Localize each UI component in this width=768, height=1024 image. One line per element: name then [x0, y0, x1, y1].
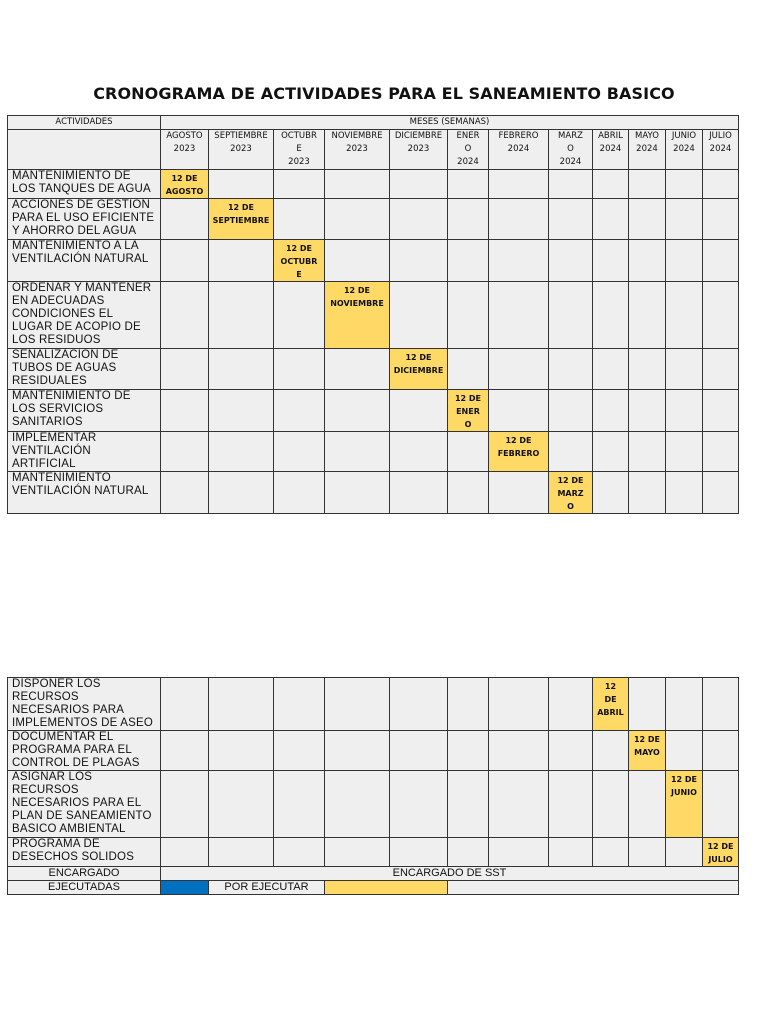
empty-cell: [703, 731, 739, 771]
empty-cell: [161, 240, 209, 282]
empty-cell: [593, 349, 629, 390]
empty-cell: [629, 282, 666, 349]
empty-cell: [161, 678, 209, 731]
month-header: AGOSTO 2023: [161, 130, 209, 170]
months-header: MESES (SEMANAS): [161, 116, 739, 130]
empty-cell: [390, 678, 448, 731]
empty-cell: [666, 349, 703, 390]
empty-cell: [325, 678, 390, 731]
empty-cell: [703, 472, 739, 514]
activity-row: [8, 472, 739, 514]
empty-cell: [549, 838, 593, 867]
empty-cell: [666, 240, 703, 282]
scheduled-date-cell: 12 DE MAYO: [629, 731, 666, 771]
empty-cell: [448, 838, 489, 867]
activities-header: ACTIVIDADES: [8, 116, 161, 130]
empty-cell: [666, 432, 703, 472]
empty-cell: [593, 432, 629, 472]
empty-cell: [274, 678, 325, 731]
empty-cell: [161, 432, 209, 472]
empty-cell: [325, 240, 390, 282]
month-header: JUNIO 2024: [666, 130, 703, 170]
activity-row: [8, 432, 739, 472]
empty-cell: [209, 170, 274, 199]
empty-cell: [390, 199, 448, 240]
empty-cell: [325, 731, 390, 771]
empty-cell: [448, 472, 489, 514]
empty-cell: [629, 432, 666, 472]
empty-cell: [274, 170, 325, 199]
empty-cell: [325, 432, 390, 472]
empty-cell: [161, 838, 209, 867]
empty-cell: [629, 838, 666, 867]
empty-cell: [274, 349, 325, 390]
legend-empty: [448, 881, 739, 895]
empty-cell: [549, 240, 593, 282]
scheduled-date-cell: 12 DE ABRIL: [593, 678, 629, 731]
activity-name: IMPLEMENTAR VENTILACIÓN ARTIFICIAL: [8, 432, 161, 472]
activity-name: ACCIONES DE GESTION PARA EL USO EFICIENTE Y AHORRO DEL AGUA: [8, 199, 161, 240]
por-ejecutar-label: POR EJECUTAR: [209, 881, 325, 895]
empty-cell: [209, 390, 274, 432]
scheduled-date-cell: 12 DE JUNIO: [666, 771, 703, 838]
month-header: MAYO 2024: [629, 130, 666, 170]
empty-cell: [549, 170, 593, 199]
empty-cell: [593, 731, 629, 771]
empty-cell: [703, 240, 739, 282]
activity-name: DISPONER LOS RECURSOS NECESARIOS PARA IMPLEMENTOS DE ASEO: [8, 678, 161, 731]
activity-row: [8, 170, 739, 199]
empty-cell: [209, 678, 274, 731]
month-header: OCTUBR E 2023: [274, 130, 325, 170]
activity-name: MANTENIMIENTO DE LOS TANQUES DE AGUA: [8, 170, 161, 199]
empty-cell: [274, 282, 325, 349]
empty-cell: [549, 771, 593, 838]
empty-cell: [666, 678, 703, 731]
empty-cell: [703, 282, 739, 349]
activity-row: [8, 838, 739, 867]
empty-cell: [549, 678, 593, 731]
empty-cell: [274, 390, 325, 432]
empty-cell: [390, 390, 448, 432]
empty-cell: [666, 731, 703, 771]
scheduled-date-cell: 12 DE SEPTIEMBRE: [209, 199, 274, 240]
month-header: ENER O 2024: [448, 130, 489, 170]
empty-cell: [489, 838, 549, 867]
activity-name: MANTENIMIENTO A LA VENTILACIÓN NATURAL: [8, 240, 161, 282]
empty-cell: [703, 432, 739, 472]
empty-cell: [448, 771, 489, 838]
empty-cell: [209, 472, 274, 514]
empty-cell: [325, 349, 390, 390]
schedule-table-top: [7, 115, 739, 514]
empty-cell: [489, 282, 549, 349]
empty-cell: [209, 240, 274, 282]
empty-cell: [703, 678, 739, 731]
scheduled-date-cell: 12 DE MARZ O: [549, 472, 593, 514]
empty-cell: [489, 472, 549, 514]
empty-cell: [390, 240, 448, 282]
month-header: SEPTIEMBRE 2023: [209, 130, 274, 170]
month-header: DICIEMBRE 2023: [390, 130, 448, 170]
empty-cell: [274, 432, 325, 472]
empty-cell: [325, 838, 390, 867]
empty-cell: [549, 199, 593, 240]
empty-cell: [666, 838, 703, 867]
empty-cell: [666, 472, 703, 514]
empty-cell: [448, 199, 489, 240]
empty-cell: [549, 731, 593, 771]
empty-cell: [274, 838, 325, 867]
empty-cell: [390, 170, 448, 199]
empty-cell: [703, 199, 739, 240]
activity-name: DOCUMENTAR EL PROGRAMA PARA EL CONTROL DE PLAGAS: [8, 731, 161, 771]
empty-cell: [549, 390, 593, 432]
activity-name: MANTENIMIENTO DE LOS SERVICIOS SANITARIOS: [8, 390, 161, 432]
empty-cell: [390, 731, 448, 771]
empty-cell: [629, 771, 666, 838]
scheduled-date-cell: 12 DE DICIEMBRE: [390, 349, 448, 390]
month-header: MARZ O 2024: [549, 130, 593, 170]
empty-cell: [489, 240, 549, 282]
empty-cell: [629, 199, 666, 240]
empty-cell: [209, 282, 274, 349]
empty-cell: [448, 282, 489, 349]
empty-cell: [593, 838, 629, 867]
empty-cell: [274, 472, 325, 514]
empty-cell: [274, 199, 325, 240]
empty-cell: [593, 240, 629, 282]
month-header: FEBRERO 2024: [489, 130, 549, 170]
empty-cell: [448, 678, 489, 731]
month-header: NOVIEMBRE 2023: [325, 130, 390, 170]
scheduled-date-cell: 12 DE FEBRERO: [489, 432, 549, 472]
empty-cell: [209, 731, 274, 771]
activity-row: [8, 240, 739, 282]
empty-cell: [325, 170, 390, 199]
empty-cell: [161, 472, 209, 514]
activity-name: ORDENAR Y MANTENER EN ADECUADAS CONDICIONES EL LUGAR DE ACOPIO DE LOS RESIDUOS: [8, 282, 161, 349]
empty-cell: [593, 472, 629, 514]
empty-cell: [489, 199, 549, 240]
month-header: ABRIL 2024: [593, 130, 629, 170]
empty-cell: [161, 731, 209, 771]
empty-cell: [703, 170, 739, 199]
empty-cell: [489, 349, 549, 390]
activity-name: ASIGNAR LOS RECURSOS NECESARIOS PARA EL PLAN DE SANEAMIENTO BASICO AMBIENTAL: [8, 771, 161, 838]
executed-color-swatch: [161, 881, 209, 895]
empty-cell: [390, 282, 448, 349]
empty-cell: [390, 432, 448, 472]
empty-cell: [209, 432, 274, 472]
empty-cell: [448, 170, 489, 199]
empty-cell: [629, 678, 666, 731]
empty-cell: [549, 349, 593, 390]
empty-cell: [161, 199, 209, 240]
empty-cell: [666, 282, 703, 349]
scheduled-date-cell: 12 DE ENER O: [448, 390, 489, 432]
empty-cell: [209, 349, 274, 390]
empty-cell: [325, 771, 390, 838]
empty-cell: [209, 838, 274, 867]
document-title: CRONOGRAMA DE ACTIVIDADES PARA EL SANEAMIENTO BASICO: [93, 84, 675, 103]
month-header: JULIO 2024: [703, 130, 739, 170]
scheduled-date-cell: 12 DE NOVIEMBRE: [325, 282, 390, 349]
activity-row: [8, 678, 739, 731]
empty-cell: [666, 170, 703, 199]
scheduled-date-cell: 12 DE AGOSTO: [161, 170, 209, 199]
activity-row: [8, 282, 739, 349]
activities-header-spacer: [8, 130, 161, 170]
empty-cell: [161, 349, 209, 390]
encargado-label: ENCARGADO: [8, 867, 161, 881]
activity-row: [8, 349, 739, 390]
empty-cell: [325, 199, 390, 240]
empty-cell: [448, 240, 489, 282]
empty-cell: [161, 282, 209, 349]
activity-row: [8, 771, 739, 838]
empty-cell: [703, 771, 739, 838]
empty-cell: [629, 170, 666, 199]
empty-cell: [703, 390, 739, 432]
empty-cell: [489, 678, 549, 731]
empty-cell: [629, 390, 666, 432]
empty-cell: [274, 771, 325, 838]
empty-cell: [448, 731, 489, 771]
empty-cell: [629, 240, 666, 282]
empty-cell: [593, 390, 629, 432]
pending-color-swatch: [325, 881, 448, 895]
scheduled-date-cell: 12 DE OCTUBR E: [274, 240, 325, 282]
empty-cell: [593, 199, 629, 240]
empty-cell: [549, 282, 593, 349]
activity-name: MANTENIMIENTO VENTILACIÓN NATURAL: [8, 472, 161, 514]
empty-cell: [593, 282, 629, 349]
empty-cell: [549, 432, 593, 472]
schedule-table-bottom: [7, 677, 739, 895]
empty-cell: [703, 349, 739, 390]
empty-cell: [593, 170, 629, 199]
empty-cell: [448, 432, 489, 472]
empty-cell: [666, 199, 703, 240]
empty-cell: [629, 472, 666, 514]
activity-row: [8, 731, 739, 771]
empty-cell: [325, 390, 390, 432]
empty-cell: [325, 472, 390, 514]
empty-cell: [161, 390, 209, 432]
empty-cell: [390, 771, 448, 838]
empty-cell: [629, 349, 666, 390]
empty-cell: [489, 771, 549, 838]
empty-cell: [390, 838, 448, 867]
empty-cell: [489, 390, 549, 432]
scheduled-date-cell: 12 DE JULIO: [703, 838, 739, 867]
empty-cell: [448, 349, 489, 390]
activity-name: PROGRAMA DE DESECHOS SOLIDOS: [8, 838, 161, 867]
empty-cell: [489, 170, 549, 199]
empty-cell: [489, 731, 549, 771]
empty-cell: [274, 731, 325, 771]
activity-row: [8, 390, 739, 432]
encargado-value: ENCARGADO DE SST: [161, 867, 739, 881]
empty-cell: [593, 771, 629, 838]
empty-cell: [161, 771, 209, 838]
ejecutadas-label: EJECUTADAS: [8, 881, 161, 895]
empty-cell: [390, 472, 448, 514]
empty-cell: [666, 390, 703, 432]
activity-name: SEÑALIZACION DE TUBOS DE AGUAS RESIDUALES: [8, 349, 161, 390]
empty-cell: [209, 771, 274, 838]
activity-row: [8, 199, 739, 240]
